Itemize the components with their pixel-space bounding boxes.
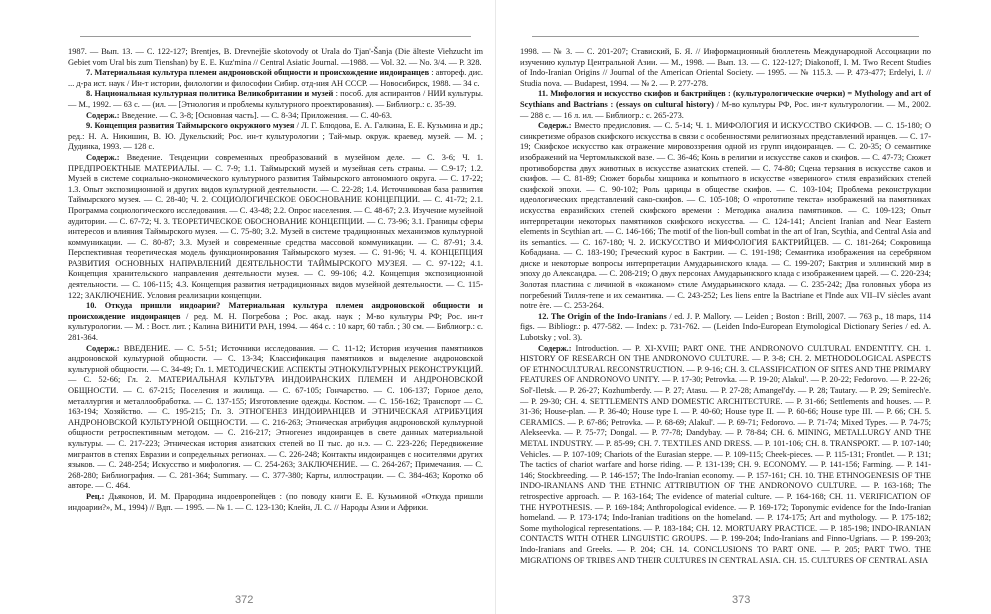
entry-title: 7. Материальная культура племен андроновской общности и происхождение индоиранцев xyxy=(86,68,430,78)
entry-description: : пособ. для аспирантов / НИИ культуры. — М., 1992. — 63 с. — (ил. — [Этнология и проблемы культурного проектирования). — Библиогр.: с. 35-39. xyxy=(68,89,484,109)
entry-title: 8. Национальная культурная политика Великобритании и музей xyxy=(86,89,334,99)
entry-title: 10. Откуда пришли индоарии? Материальная культура племен андроновской общности и происхождение индоиранцев xyxy=(68,301,483,321)
entry-8-contents xyxy=(68,111,483,122)
entry-10-contents xyxy=(68,344,483,492)
entry-description: : автореф. дис. ... д-ра ист. наук / Ин-т истории, филологии и философии Сибир. отд-ния АН СССР. — Новосибирск, 1988. — 34 с. xyxy=(68,68,484,88)
contents-text: Вместо предисловия. — С. 5-14; Ч. 1. МИФОЛОГИЯ И ИСКУССТВО СКИФОВ. — С. 15-180; О синкретизме образов скифского искусства в связи с особенностями религиозных представлений иранцев. — С. 17-19; Скифское искусство как отражение мировоззрения одной из групп индоиранцев. — С. 20-35; О семантике изображений на Чертомлыкской вазе. — С. 36-46; Конь в религии и искусстве саков и скифов. — С. 47-73; Сюжет противоборства двух животных в искусстве азиатских степей. — С. 74-80; Сцена терзания в искусстве саков и скифов. — С. 81-89; Сюжет борьбы хищника и копытного в искусстве «звериного» стиля евразийских степей скифской эпохи. — С. 90-102; Роль царицы в обществе скифов. — С. 103-104; Проблема реконструкции идеологических представлений сако-скифов. — С. 105-108; О «прототипе текста» изображений на памятниках искусства евразийских степей скифского времени : Методика анализа памятников. — С. 109-123; Опыт интерпретации некоторых памятников скифского искусства. — С. 124-141; Ancient Iranian and Near Eastern elements in Scythian art. — С. 146-166; The motif of the lion-bull combat in the art of Iran, Scythia, and Central Asia and its semantics. — С. 167-180; Ч. 2. ИСКУССТВО И МИФОЛОГИЯ БАКТРИЙЦЕВ. — С. 181-264; Сокровища Кобадиана. — С. 183-190; Греческий курос в Бактрии. — С. 191-198; Семантика изображения на серебряном диске и некоторые вопросы интерпретации Амударьинского клада. — С. 199-207; Бактрия и эллинский мир в эпоху до Александра. — С. 208-219; О двух персонах Амударьинского клада с изображением царей. — С. 220-234; Золотая пластина с личиной в «кожаном» стиле Амударьинского клада. — С. 235-242; Два головных убора из погребений Тилля-тепе и их семантика. — С. 243-252; Les liens entre la Bactriane et l'Inde aux VII–IV siècles avant notre ère. — С. 253-264. xyxy=(520,121,931,311)
entry-title: 11. Мифология и искусство скифов и бактрийцев : (культурологические очерки) = Mythology and art of Scythians and Bactrians : (essays on cultural history) xyxy=(520,89,931,109)
entry-description: / ред. М. Н. Погребова ; Рос. акад. наук ; М-во культуры РФ; Рос. ин-т культурологии. — М. : Вост. лит. ; Калина ВИНИТИ РАН, 1994. — 464 с. : 10 карт, 60 табл. ; 30 см. — Библиогр.: с. 281-364. xyxy=(68,311,484,343)
continued-entry-text: 1987. — Вып. 13. — С. 122-127; Brentjes, B. Drevnejšie skotovody ot Urala do Tjan'-Šanja (Die älteste Viehzucht im Gebiet vom Ural bis zum Tienshan) by E. E. Kuz'mina // Central Asiatic Journal. —1988. — Vol. 32. — No. 3/4. — P. 328. xyxy=(68,47,483,67)
entry-title: 12. The Origin of the Indo-Iranians xyxy=(538,311,667,321)
contents-label: Содерж.: xyxy=(538,343,572,353)
contents-text: Введение. Тенденции современных преобразований в музейном деле. — С. 3-6; Ч. 1. ПРЕДПРОЕКТНЫЕ МАТЕРИАЛЫ. — С. 7-9; 1.1. Таймырский музей и музейная сеть страны. — С.9-17; 1.2. Музей в системе социально-экономического культурного развития Таймырского автономного округа. — С. 17-22; 1.3. Опыт экспозиционной и других видов культурной деятельности. — С. 22-28; 1.4. Источниковая база развития Таймырского музея. — С. 28-40; Ч. 2. СОЦИОЛОГИЧЕСКОЕ ОБОСНОВАНИЕ КОНЦЕПЦИИ. — С. 41-72; 2.1. Программа социологического исследования. — С. 43-48; 2.2. Опрос населения. — С. 48-67; 2.3. Изучение музейной аудитории. — С. 67-72; Ч. 3. ТЕОРЕТИЧЕСКОЕ ОБОСНОВАНИЕ КОНЦЕПЦИИ. — С. 73-96; 3.1. Границы сферы интересов и влияния Таймырского музея. — С. 75-80; 3.2. Музей в системе традиционных механизмов культурной коммуникации. — С. 80-87; 3.3. Музей и современные средства массовой коммуникации. — С. 87-91; 3.4. Перспективная теоретическая модель функционирования Таймырского музея. — С. 91-96; Ч. 4. КОНЦЕПЦИЯ РАЗВИТИЯ ОСНОВНЫХ НАПРАВЛЕНИЙ ДЕЯТЕЛЬНОСТИ ТАЙМЫРСКОГО МУЗЕЯ. — С. 97-122; 4.1. Концепция хранительского направления деятельности музея. — С. 99-106; 4.2. Концепция экспозиционной деятельности. — С. 106-115; 4.3. Концепция развития нетрадиционных видов музейной деятельности. — С. 115-122; ЗАКЛЮЧЕНИЕ. Условия реализации концепции. xyxy=(68,152,484,300)
entry-description: / Л. Г. Блюдова, Е. А. Галкина, Е. Е. Кузьмина и др.; ред.: Н. А. Никишин, В. Ю. Дукельский; Рос. ин-т культурологии ; Тай-мыр. окруж. краевед. музей. — М. ; Дудинка, 1993. — 128 с. xyxy=(68,121,484,152)
entry-11-contents xyxy=(520,121,931,312)
contents-text: Introduction. — P. XI-XVIII; PART ONE. THE ANDRONOVO CULTURAL ENDENTITY. CH. 1. HISTORY OF RESEARCH ON THE ANDRONOVO CULTURE. — P. 3-8; CH. 2. METHODOLOGICAL ASPECTS OF ETHNOCULTURAL RECONSTRUCTION. — P. 9-16; CH. 3. CLASSIFICATION OF SITES AND THE PRIMARY FEATURES OF ANDRONOVO UNITY. — P. 17-30; Petrovka. — P. 19-20; Alakul'. — P. 20-22; Fedorovo. — P. 22-26; Sol'-Iletsk. — P. 26-27; Kozhumberdy. — P. 27; Atasu. — P. 27-28; Amangel'dy. — P. 28; Tautary. — P. 29; Semirech'e. — P. 29-30; CH. 4. SETTLEMENTS AND DOMESTIC ARCHITECTURE. — P. 31-66; Settlements and houses. — P. 31-36; House-plan. — P. 36-40; House type I. — P. 40-60; House type II. — P. 60-66; House type III. — P. 66; CH. 5. CERAMICS. — P. 67-86; Petrovka. — P. 68-69; Alakul'. — P. 69-71; Fedorovo. — P. 71-74; Mixed Types. — P. 74-75; Alekseevka. — P. 75-77; Dongal. — P. 77-78; Dandybay. — P. 78-84; CH. 6. MINING, METALLURGY AND THE METAL INDUSTRY. — P. 85-99; CH. 7. TEXTILES AND DRESS. — P. 101-106; CH. 8. TRANSPORT. — P. 107-140; Vehicles. — P. 107-109; Chariots of the Eurasian steppe. — P. 109-115; Cheek-pieces. — P. 115-131; Frontlet. — P. 131; The tactics of chariot warfare and horse riding. — P. 131-139; CH. 9. ECONOMY. — P. 141-156; Farming. — P. 141-146; Stockbreeding. — P. 146-157; The Indo-Iranian economy. — P. 157-161; CH. 10. THE ETHNOGENESIS OF THE INDO-IRANIANS AND THE ETHNIC ATTRIBUTION OF THE ANDRONOVO CULTURE. — P. 163-168; The retrospective approach. — P. 163-164; The evidence of material culture. — P. 164-168; CH. 11. VERIFICATION OF THE HYPOTHESIS. — P. 169-184; Anthropological evidence. — P. 169-172; Toponymic evidence for the Indo-Iranian homeland. — P. 173-174; Indo-Iranian traditions on the homeland. — P. 174-175; Art and mythology. — P. 175-182; Some mythological representations. — P. 183-184; CH. 12. MORTUARY PRACTICE. — P. 185-198; INDO-IRANIAN CONTACTS WITH OTHER LINGUISTIC GROUPS. — P. 199-204; Indo-Iranians and Finno-Ugrians. — P. 199-203; Indo-Iranians and Greeks. — P. 204; CH. 14. CONCLUSIONS TO PART ONE. — P. 205; PART TWO. THE MIGRATIONS OF TRIBES AND THEIR CULTURES IN CENTRAL ASIA. CH. 15. CULTURES OF CENTRAL ASIA xyxy=(520,343,931,565)
entry-10 xyxy=(68,301,483,343)
entry-9 xyxy=(68,121,483,153)
entry-9-contents xyxy=(68,153,483,301)
contents-text: ВВЕДЕНИЕ. — С. 5-51; Источники исследования. — С. 11-12; История изучения памятников андроновской культурной общности. — С. 13-34; Классификация памятников и выделение андроновской культурной общности. — С. 34-49; Гл. 1. МЕТОДИЧЕСКИЕ АСПЕКТЫ ЭТНОКУЛЬТУРНЫХ РЕКОНСТРУКЦИЙ. — С. 52-66; Гл. 2. МАТЕРИАЛЬНАЯ КУЛЬТУРА ИНДОИРАНСКИХ ПЛЕМЕН И АНДРОНОВСКОЙ ОБЩНОСТИ. — С. 67-215; Поселения и жилища. — С. 67-105; Гончарство. — С. 106-137; Горное дело, металлургия и металлообработка. — С. 137-155; Изготовление одежды. Костюм. — С. 156-162; Транспорт — С. 163-194; Хозяйство. — С. 195-215; Гл. 3. ЭТНОГЕНЕЗ ИНДОИРАНЦЕВ И ЭТНИЧЕСКАЯ АТРИБУЦИЯ АНДРОНОВСКОЙ КУЛЬТУРНОЙ ОБЩНОСТИ. — С. 216-263; Этническая атрибуция андроновской культурной общности ретроспективным методом. — С. 216-217; Этногенез индоиранцев в свете данных материальной культуры. — С. 217-223; Этническая история азиатских степей во II тыс. до н.э. — С. 223-226; Передвижение мигрантов в степях Евразии и сопредельных регионах. — С. 226-248; Контакты индоиранцев с носителями других языков. — С. 248-254; Искусство и мифология. — С. 254-263; ЗАКЛЮЧЕНИЕ. — С. 264-267; Примечания. — С. 268-280; Библиография. — С. 281-364; Summary. — С. 377-380; Карты, иллюстрации. — С. 384-463; Коротко об авторе. — С. 464. xyxy=(68,343,483,491)
review-label: Рец.: xyxy=(86,491,105,501)
entry-12-contents xyxy=(520,344,931,566)
contents-label: Содерж.: xyxy=(86,152,120,162)
left-page-text xyxy=(68,47,483,513)
right-page-text xyxy=(520,47,931,566)
page-number-right: 373 xyxy=(732,594,751,606)
entry-description: / М-во культуры РФ, Рос. ин-т культурологии. — М., 2002. — 288 с. — 16 л. ил. — Библиогр.: с. 265-273. xyxy=(520,99,931,120)
review-text: Дьяконов, И. М. Прародина индоевропейцев : (по поводу книги Е. Е. Кузьминой «Откуда пришли индоарии?», М., 1994) // Вдп. — 1995. — № 1. — С. 123-130; Клейн, Л. С. // Народы Азии и Африки. xyxy=(68,491,484,512)
header-rule xyxy=(532,36,918,37)
entry-11 xyxy=(520,89,931,121)
right-page xyxy=(496,0,991,614)
entry-7 xyxy=(68,68,483,89)
contents-label: Содерж.: xyxy=(86,343,120,353)
contents-label: Содерж.: xyxy=(86,110,120,120)
entry-8 xyxy=(68,89,483,110)
entry-10-review xyxy=(68,492,483,513)
contents-text: Введение. — С. 3-8; [Основная часть]. — С. 8-34; Приложения. — С. 40-63. xyxy=(121,110,393,120)
continued-entry-text: 1998. — № 3. — С. 201-207; Ставиский, Б. Я. // Информационный бюллетень Международной Ассоциации по изучению культур Центральной Азии. — М., 1998. — Вып. 13. — С. 122-127; Diakonoff, I. M. Two Recent Studies of Indo-Iranian Origins // Journal of the American Oriental Society. — 1995. — № 115.3. — P. 473-477; Erdelyi, I. // Studia nova. — Budapest, 1994. — № 2. — P. 277-278. xyxy=(520,47,931,88)
page-number-left: 372 xyxy=(235,594,254,606)
entry-12 xyxy=(520,312,931,344)
contents-label: Содерж.: xyxy=(538,121,572,131)
header-rule xyxy=(80,36,470,37)
left-page xyxy=(0,0,495,614)
entry-description: / ed. J. P. Mallory. — Leiden ; Boston : Brill, 2007. — 763 p., 18 maps, 114 figs. — Bibliogr.: p. 477-582. — Index: p. 731-762. — (Leiden Indo-European Etymological Dictionary Series / ed. A. Lubotsky ; vol. 3). xyxy=(520,311,931,343)
entry-title: 9. Концепция развития Таймырского окружного музея xyxy=(86,121,295,131)
